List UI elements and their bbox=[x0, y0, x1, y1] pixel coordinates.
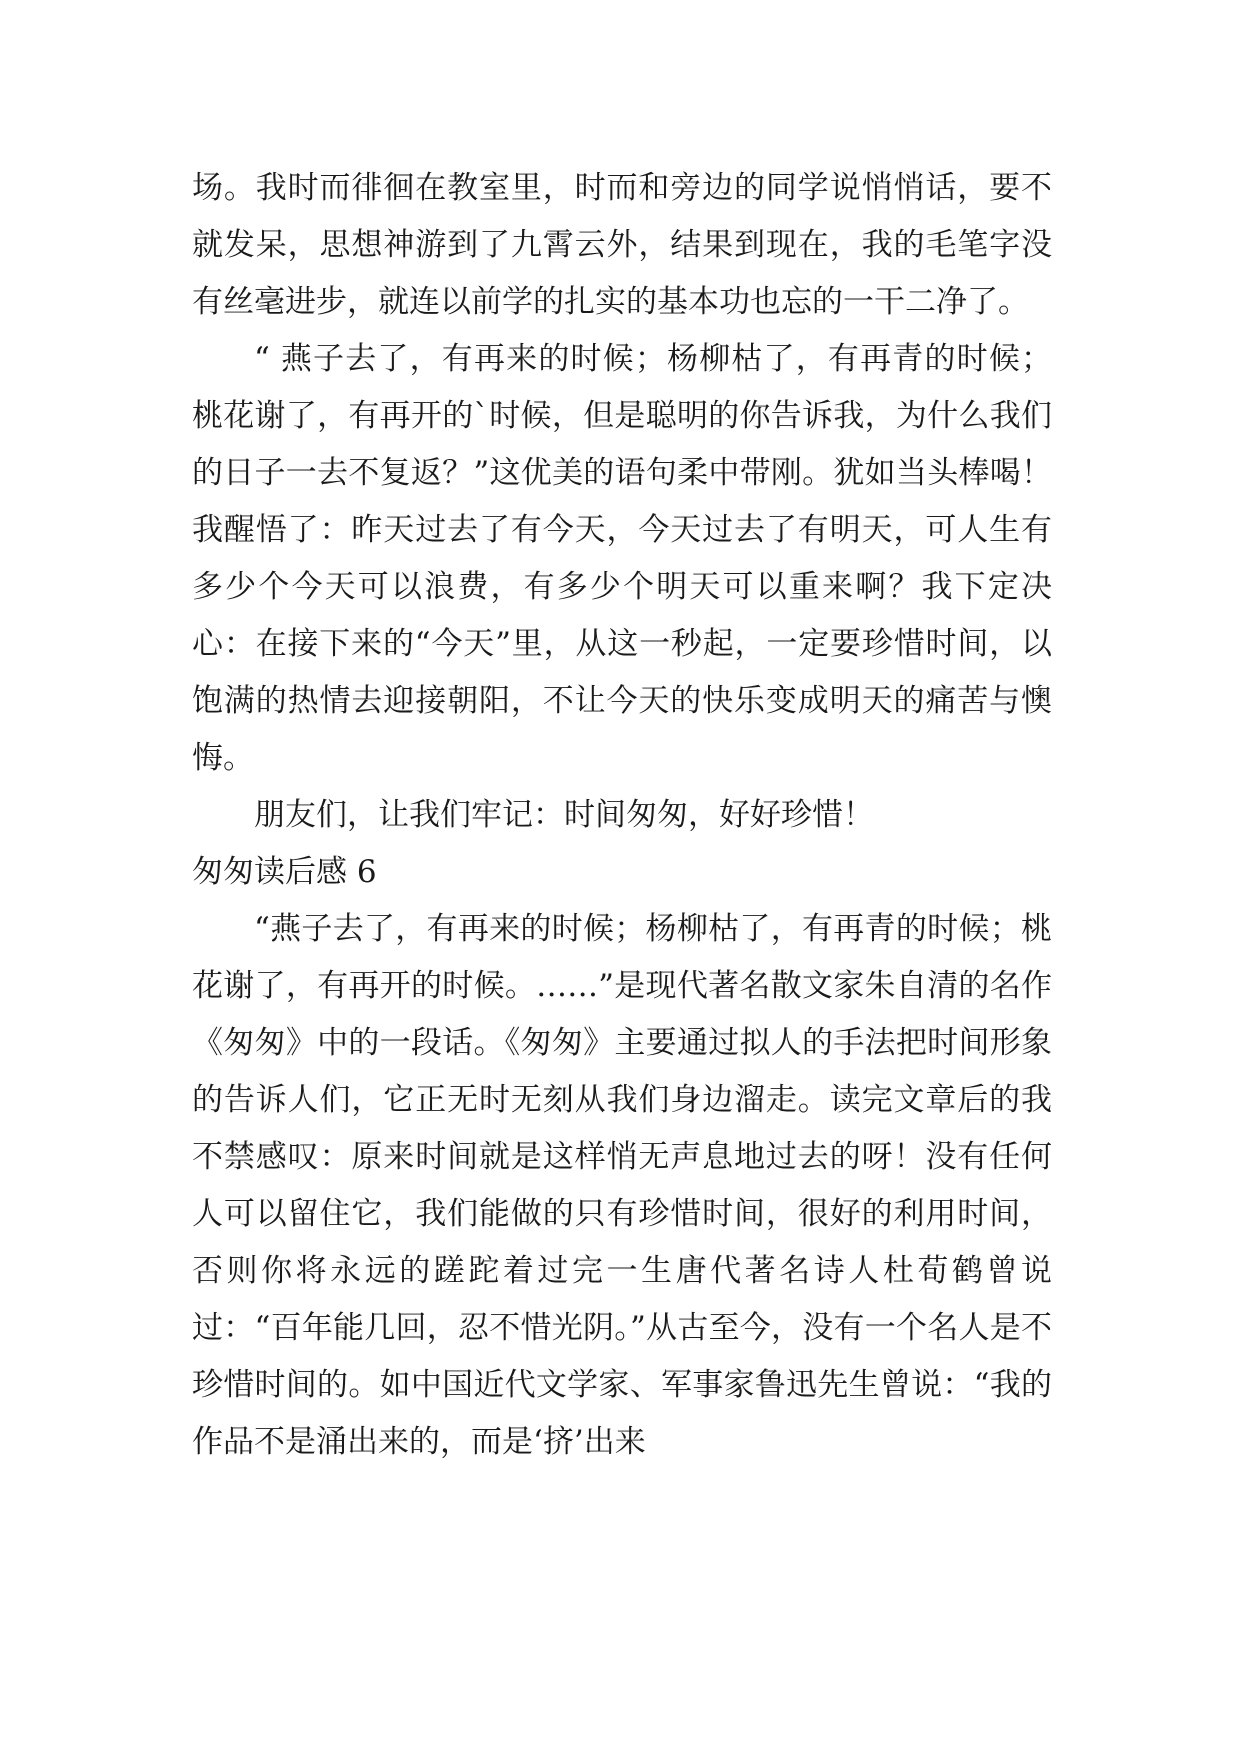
paragraph-4: “燕子去了，有再来的时候；杨柳枯了，有再青的时候；桃花谢了，有再开的时候。……”是现代著名散文家朱自清的名作《匆匆》中的一段话。《匆匆》主要通过拟人的手法把时间形象的告诉人们，它正无时无刻从我们身边溜走。读完文章后的我不禁感叹：原来时间就是这样悄无声息地过去的呀！没有任何人可以留住它，我们能做的只有珍惜时间，很好的利用时间，否则你将永远的蹉跎着过完一生唐代著名诗人杜荀鹤曾说过：“百年能几回，忍不惜光阴。”从古至今，没有一个名人是不珍惜时间的。如中国近代文学家、军事家鲁迅先生曾说：“我的作品不是涌出来的，而是‘挤’出来 bbox=[192, 911, 1052, 1460]
section-heading: 匆匆读后感 6 bbox=[192, 854, 377, 890]
paragraph-1: 场。我时而徘徊在教室里，时而和旁边的同学说悄悄话，要不就发呆，思想神游到了九霄云外，结果到现在，我的毛笔字没有丝毫进步，就连以前学的扎实的基本功也忘的一干二净了。 bbox=[192, 170, 1052, 320]
paragraph-2: “ 燕子去了，有再来的时候；杨柳枯了，有再青的时候；桃花谢了，有再开的`时候，但是聪明的你告诉我，为什么我们的日子一去不复返？”这优美的语句柔中带刚。犹如当头棒喝！我醒悟了：昨天过去了有今天，今天过去了有明天，可人生有多少个今天可以浪费，有多少个明天可以重来啊？我下定决心：在接下来的“今天”里，从这一秒起，一定要珍惜时间，以饱满的热情去迎接朝阳，不让今天的快乐变成明天的痛苦与懊悔。 bbox=[192, 341, 1052, 776]
document-body bbox=[192, 160, 1052, 1471]
paragraph-3: 朋友们，让我们牢记：时间匆匆，好好珍惜！ bbox=[254, 797, 874, 833]
